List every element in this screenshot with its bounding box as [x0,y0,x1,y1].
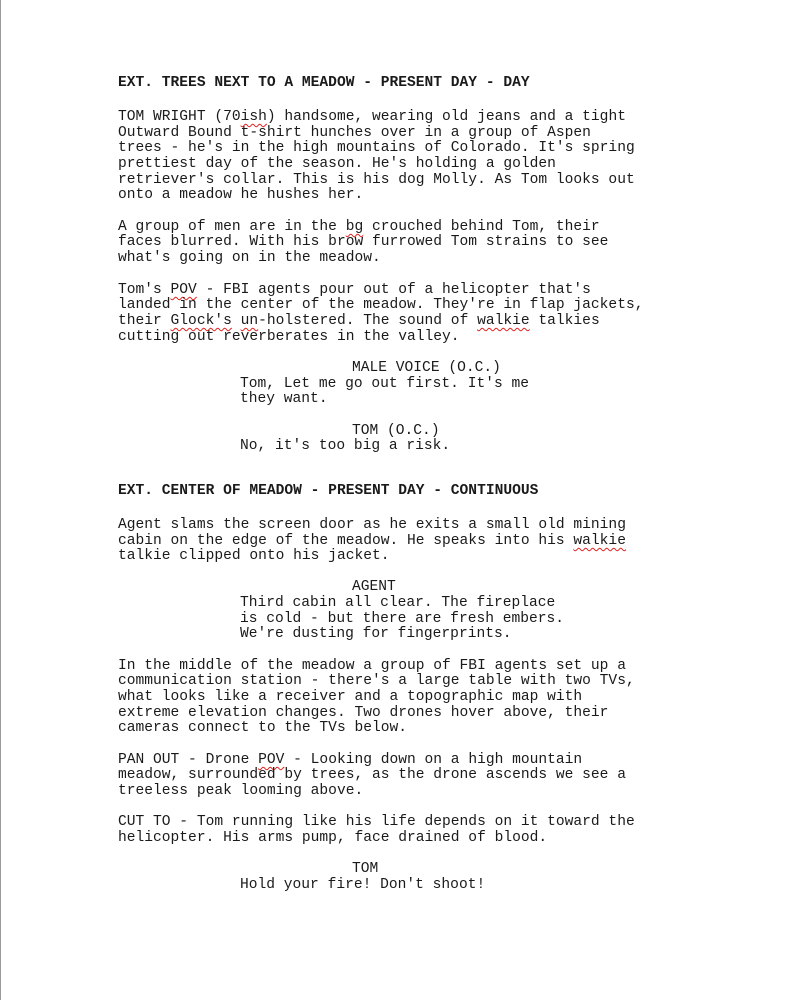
text-run: talkies [529,313,600,329]
text-run: - Looking down on a high mountain [284,752,583,768]
character-name: AGENT [352,579,396,595]
action-line: talkie clipped onto his jacket. [118,548,390,564]
dialogue-line: Third cabin all clear. The fireplace [240,595,556,611]
spelling-error-mark: POV [258,752,285,768]
spelling-error-mark: POV [170,282,197,298]
dialogue-line: Tom, Let me go out first. It's me [240,376,530,392]
spelling-error-mark: walkie [573,533,626,549]
action-line: In the middle of the meadow a group of FBI agents set up a [118,658,626,674]
action-line: landed in the center of the meadow. They're in flap jackets, [118,297,644,313]
text-run: their [118,313,171,329]
text-run: crouched behind Tom, their [363,219,600,235]
action-line: meadow, surrounded by trees, as the drone ascends we see a [118,767,626,783]
action-line: treeless peak looming above. [118,783,364,799]
action-line [118,314,600,330]
action-line: communication station - there's a large table with two TVs, [118,673,635,689]
action-line: prettiest day of the season. He's holding a golden [118,156,556,172]
text-run: - FBI agents pour out of a helicopter that's [196,282,591,298]
action-line: cameras connect to the TVs below. [118,720,408,736]
spelling-error-mark: un [240,313,259,329]
action-line: extreme elevation changes. Two drones hover above, their [118,705,609,721]
dialogue-line: We're dusting for fingerprints. [240,626,512,642]
spelling-error-mark: Glock's [170,313,232,329]
spelling-error-mark: bg [345,219,364,235]
spelling-error-mark: walkie [477,313,530,329]
action-line: helicopter. His arms pump, face drained of blood. [118,830,548,846]
action-line: what looks like a receiver and a topographic map with [118,689,583,705]
text-run: PAN OUT - Drone [118,752,259,768]
dialogue-line: No, it's too big a risk. [240,438,451,454]
text-run: A group of men are in the [118,219,346,235]
character-name: TOM [352,861,379,877]
text-run [232,313,241,329]
text-run: -holstered. The sound of [258,313,478,329]
spelling-error-mark: ish [240,109,267,125]
dialogue-line: Hold your fire! Don't shoot! [240,877,486,893]
action-line: Agent slams the screen door as he exits a small old mining [118,517,626,533]
character-name: MALE VOICE (O.C.) [352,360,501,376]
dialogue-line: they want. [240,391,328,407]
action-line: faces blurred. With his brow furrowed Tom strains to see [118,234,609,250]
action-line: what's going on in the meadow. [118,250,381,266]
action-line: Outward Bound t-shirt hunches over in a group of Aspen [118,125,591,141]
text-run: TOM WRIGHT (70 [118,109,241,125]
character-name: TOM (O.C.) [352,423,440,439]
action-line: retriever's collar. This is his dog Molly. As Tom looks out [118,172,635,188]
text-run: ) handsome, wearing old jeans and a tight [266,109,626,125]
scene-heading: EXT. CENTER OF MEADOW - PRESENT DAY - CONTINUOUS [118,483,539,499]
scene-heading: EXT. TREES NEXT TO A MEADOW - PRESENT DAY - DAY [118,75,530,91]
text-run: Tom's [118,282,171,298]
action-line: onto a meadow he hushes her. [118,187,364,203]
text-run: cabin on the edge of the meadow. He speaks into his [118,533,574,549]
action-line: trees - he's in the high mountains of Colorado. It's spring [118,140,635,156]
dialogue-line: is cold - but there are fresh embers. [240,611,565,627]
action-line [118,110,626,126]
action-line: cutting out reverberates in the valley. [118,329,460,345]
action-line: CUT TO - Tom running like his life depends on it toward the [118,814,635,830]
